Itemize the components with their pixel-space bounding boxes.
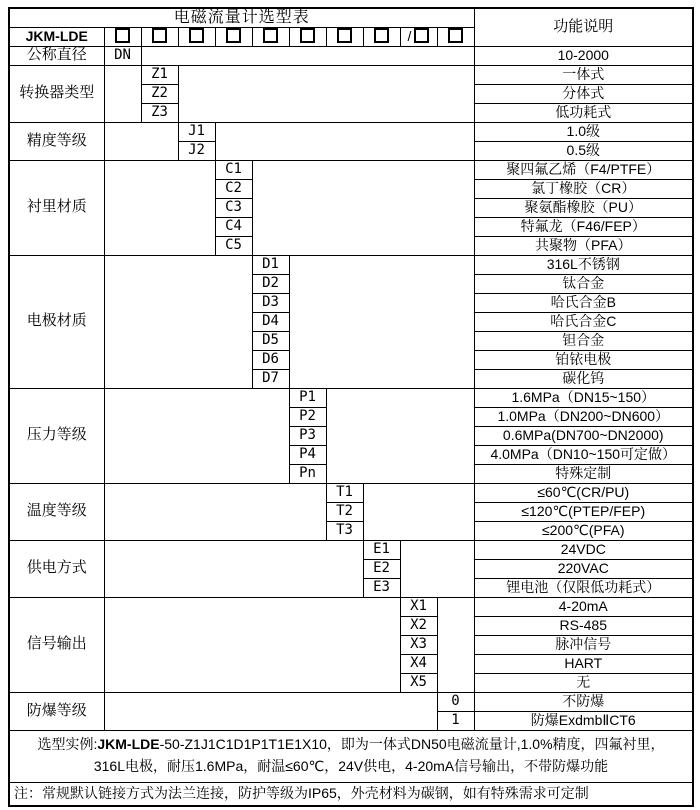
dn-code: DN bbox=[104, 46, 141, 65]
checkbox-icon bbox=[300, 28, 315, 43]
option-desc: 脉冲信号 bbox=[474, 635, 693, 654]
slash-mark: / bbox=[407, 28, 412, 45]
option-code: 1 bbox=[437, 711, 474, 730]
option-code: D2 bbox=[252, 274, 289, 293]
spacer-cell bbox=[104, 160, 215, 255]
group-label-explosionproof: 防爆等级 bbox=[9, 692, 104, 730]
spacer-cell bbox=[104, 65, 141, 122]
checkbox-icon bbox=[374, 28, 389, 43]
selection-example bbox=[9, 730, 693, 782]
option-desc: 锂电池（仅限低功耗式） bbox=[474, 578, 693, 597]
option-code: Z2 bbox=[141, 84, 178, 103]
option-desc: 1.6MPa（DN15~150） bbox=[474, 388, 693, 407]
dn-desc: 10-2000 bbox=[474, 46, 693, 65]
option-code: X1 bbox=[400, 597, 437, 616]
group-label-pressure: 压力等级 bbox=[9, 388, 104, 483]
option-code: X5 bbox=[400, 673, 437, 692]
option-code: D1 bbox=[252, 255, 289, 274]
option-code: X3 bbox=[400, 635, 437, 654]
spacer-cell bbox=[104, 388, 289, 483]
checkbox-icon bbox=[448, 28, 463, 43]
checkbox-icon bbox=[337, 28, 352, 43]
option-desc: 0.6MPa(DN700~DN2000) bbox=[474, 426, 693, 445]
option-code: D4 bbox=[252, 312, 289, 331]
option-code: P3 bbox=[289, 426, 326, 445]
option-desc: 4.0MPa（DN10~150可定做） bbox=[474, 445, 693, 464]
model-prefix: JKM-LDE bbox=[9, 27, 104, 46]
model-checkbox-cell-10[interactable] bbox=[437, 27, 474, 46]
option-desc: 分体式 bbox=[474, 84, 693, 103]
selection-table bbox=[8, 7, 694, 807]
option-desc: 钽合金 bbox=[474, 331, 693, 350]
group-label-temperature: 温度等级 bbox=[9, 483, 104, 540]
option-desc: 1.0级 bbox=[474, 122, 693, 141]
checkbox-icon bbox=[189, 28, 204, 43]
option-code: 0 bbox=[437, 692, 474, 711]
option-code: C2 bbox=[215, 179, 252, 198]
option-desc: 特氟龙（F46/FEP） bbox=[474, 217, 693, 236]
option-code: C4 bbox=[215, 217, 252, 236]
option-code: X2 bbox=[400, 616, 437, 635]
option-code: Pn bbox=[289, 464, 326, 483]
option-desc: 共聚物（PFA） bbox=[474, 236, 693, 255]
model-checkbox-cell-8[interactable] bbox=[363, 27, 400, 46]
model-checkbox-cell-2[interactable] bbox=[141, 27, 178, 46]
spacer-cell bbox=[104, 597, 400, 692]
spacer-cell bbox=[400, 540, 474, 597]
option-code: Z1 bbox=[141, 65, 178, 84]
option-desc: 防爆ExdmbⅡCT6 bbox=[474, 711, 693, 730]
option-code: C5 bbox=[215, 236, 252, 255]
checkbox-icon bbox=[226, 28, 241, 43]
option-desc: 低功耗式 bbox=[474, 103, 693, 122]
option-desc: 钛合金 bbox=[474, 274, 693, 293]
spacer-cell bbox=[289, 255, 474, 388]
option-desc: HART bbox=[474, 654, 693, 673]
option-code: J2 bbox=[178, 141, 215, 160]
model-checkbox-cell-3[interactable] bbox=[178, 27, 215, 46]
dn-label: 公称直径 bbox=[9, 46, 104, 65]
option-code: D7 bbox=[252, 369, 289, 388]
spacer-cell bbox=[104, 692, 437, 730]
checkbox-icon bbox=[263, 28, 278, 43]
note-text: 注：常规默认链接方式为法兰连接，防护等级为IP65，外壳材料为碳钢，如有特殊需求可定制 bbox=[9, 782, 693, 806]
option-desc: 一体式 bbox=[474, 65, 693, 84]
option-code: P2 bbox=[289, 407, 326, 426]
table-title: 电磁流量计选型表 bbox=[9, 8, 474, 27]
spacer-cell bbox=[252, 160, 474, 255]
example-line2: 316L电极，耐压1.6MPa，耐温≤60℃，24V供电，4-20mA信号输出，不带防爆功能 bbox=[93, 758, 609, 775]
option-code: C3 bbox=[215, 198, 252, 217]
option-code: C1 bbox=[215, 160, 252, 179]
option-desc: 无 bbox=[474, 673, 693, 692]
option-desc: 24VDC bbox=[474, 540, 693, 559]
option-code: T2 bbox=[326, 502, 363, 521]
option-desc: 0.5级 bbox=[474, 141, 693, 160]
option-code: T1 bbox=[326, 483, 363, 502]
spacer-cell bbox=[104, 483, 326, 540]
group-label-converter: 转换器类型 bbox=[9, 65, 104, 122]
function-header: 功能说明 bbox=[474, 8, 693, 46]
spacer-cell bbox=[104, 122, 178, 160]
option-desc: 聚氨酯橡胶（PU） bbox=[474, 198, 693, 217]
option-code: Z3 bbox=[141, 103, 178, 122]
option-desc: 不防爆 bbox=[474, 692, 693, 711]
example-line1: 选型实例:JKM-LDE-50-Z1J1C1D1P1T1E1X10，即为一体式DN50电磁流量计,1.0%精度，四氟衬里， bbox=[37, 736, 665, 753]
group-label-lining: 衬里材质 bbox=[9, 160, 104, 255]
spacer-cell bbox=[437, 597, 474, 692]
option-code: D6 bbox=[252, 350, 289, 369]
option-desc: 碳化钨 bbox=[474, 369, 693, 388]
spacer-cell bbox=[215, 122, 474, 160]
group-label-electrode: 电极材质 bbox=[9, 255, 104, 388]
option-desc: 哈氏合金C bbox=[474, 312, 693, 331]
model-checkbox-cell-1[interactable] bbox=[104, 27, 141, 46]
option-code: X4 bbox=[400, 654, 437, 673]
example-model-code: JKM-LDE bbox=[97, 736, 160, 753]
option-desc: 316L不锈钢 bbox=[474, 255, 693, 274]
option-code: D5 bbox=[252, 331, 289, 350]
spacer-cell bbox=[178, 65, 474, 122]
model-checkbox-cell-7[interactable] bbox=[326, 27, 363, 46]
spacer-cell bbox=[104, 255, 252, 388]
option-desc: 1.0MPa（DN200~DN600） bbox=[474, 407, 693, 426]
option-desc: 聚四氟乙烯（F4/PTFE） bbox=[474, 160, 693, 179]
option-desc: 铂铱电极 bbox=[474, 350, 693, 369]
checkbox-icon bbox=[115, 28, 130, 43]
option-desc: 220VAC bbox=[474, 559, 693, 578]
option-code: J1 bbox=[178, 122, 215, 141]
option-code: D3 bbox=[252, 293, 289, 312]
option-desc: 氯丁橡胶（CR） bbox=[474, 179, 693, 198]
option-desc: 特殊定制 bbox=[474, 464, 693, 483]
model-checkbox-cell-9[interactable] bbox=[400, 27, 437, 46]
group-label-accuracy: 精度等级 bbox=[9, 122, 104, 160]
model-checkbox-cell-4[interactable] bbox=[215, 27, 252, 46]
option-desc: 哈氏合金B bbox=[474, 293, 693, 312]
option-desc: ≤60℃(CR/PU) bbox=[474, 483, 693, 502]
model-checkbox-cell-6[interactable] bbox=[289, 27, 326, 46]
group-label-power: 供电方式 bbox=[9, 540, 104, 597]
spacer-cell bbox=[141, 46, 474, 65]
option-desc: ≤200℃(PFA) bbox=[474, 521, 693, 540]
option-code: P4 bbox=[289, 445, 326, 464]
option-code: T3 bbox=[326, 521, 363, 540]
spacer-cell bbox=[104, 540, 363, 597]
group-label-signal: 信号输出 bbox=[9, 597, 104, 692]
option-code: P1 bbox=[289, 388, 326, 407]
model-checkbox-cell-5[interactable] bbox=[252, 27, 289, 46]
option-desc: ≤120℃(PTEP/FEP) bbox=[474, 502, 693, 521]
option-code: E3 bbox=[363, 578, 400, 597]
spacer-cell bbox=[363, 483, 474, 540]
option-code: E2 bbox=[363, 559, 400, 578]
option-desc: RS-485 bbox=[474, 616, 693, 635]
option-desc: 4-20mA bbox=[474, 597, 693, 616]
spacer-cell bbox=[326, 388, 474, 483]
option-code: E1 bbox=[363, 540, 400, 559]
checkbox-icon bbox=[152, 28, 167, 43]
checkbox-icon bbox=[414, 28, 429, 43]
